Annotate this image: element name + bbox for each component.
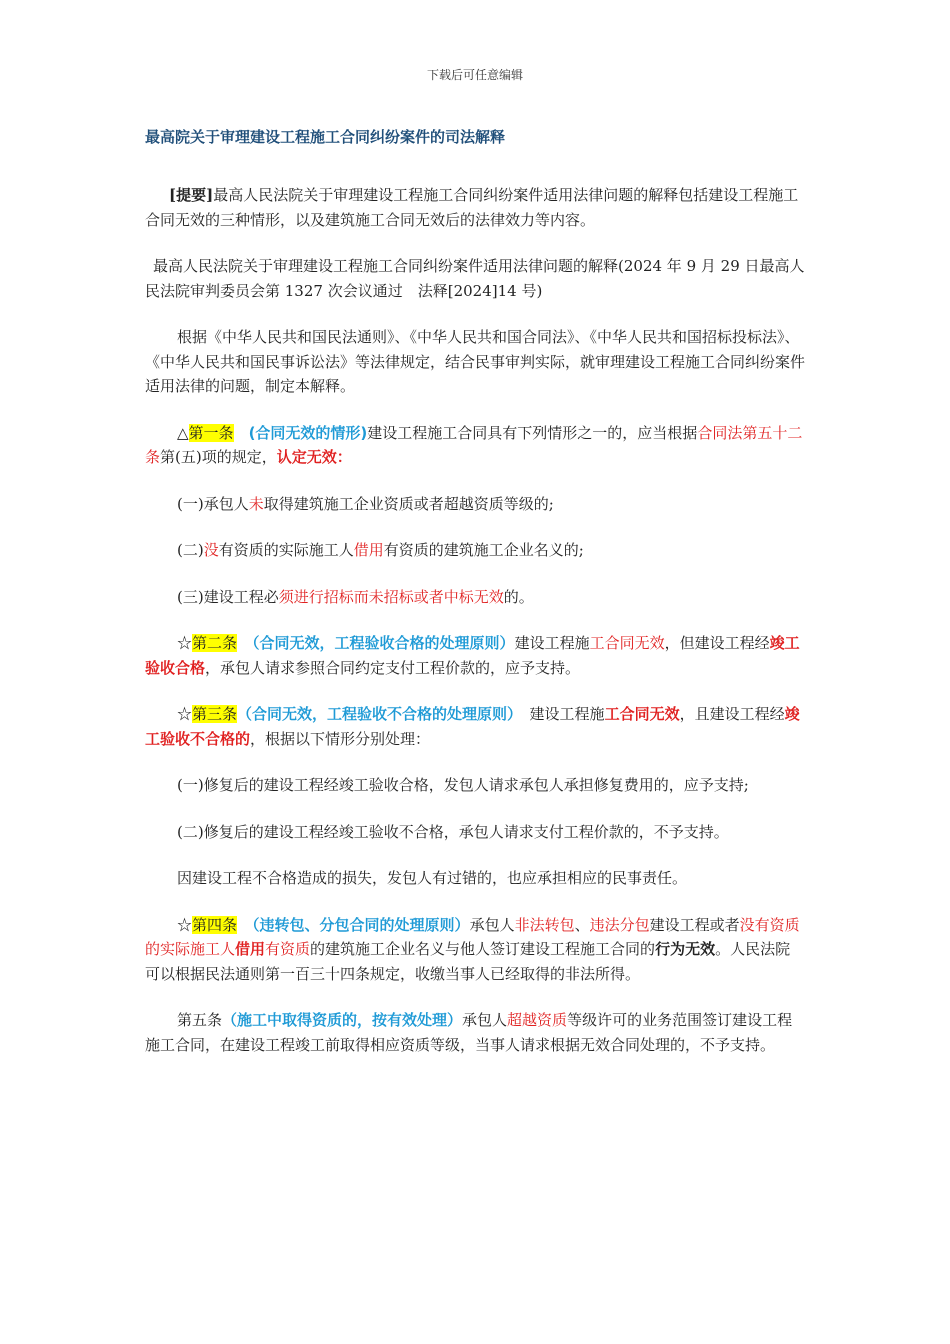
triangle-icon: △ bbox=[177, 423, 189, 442]
article-heading: （合同无效，工程验收不合格的处理原则） bbox=[237, 705, 515, 723]
article-4: ☆第四条 （违转包、分包合同的处理原则）承包人非法转包、违法分包建设工程或者没有资质的实际施工人借用有资质的建筑施工企业名义与他人签订建设工程施工合同的行为无效。人民法院可以根据民法通则第一百三十四条规定，收缴当事人已经取得的非法所得。 bbox=[145, 915, 800, 983]
article-number: 第四条 bbox=[192, 915, 238, 934]
article-1-item-1: (一)承包人未取得建筑施工企业资质或者超越资质等级的; bbox=[177, 494, 554, 513]
article-number: 第五条 bbox=[177, 1011, 223, 1029]
page-header: 下载后可任意编辑 bbox=[426, 68, 523, 82]
document-body bbox=[145, 118, 805, 1057]
article-1-item-3: (三)建设工程必须进行招标而未招标或者中标无效的。 bbox=[177, 587, 534, 606]
summary-paragraph: [提要]最高人民法院关于审理建设工程施工合同纠纷案件适用法律问题的解释包括建设工程施工合同无效的三种情形，以及建筑施工合同无效后的法律效力等内容。 bbox=[145, 186, 799, 229]
document-title: 最高院关于审理建设工程施工合同纠纷案件的司法解释 bbox=[145, 128, 506, 146]
star-icon: ☆ bbox=[177, 634, 193, 652]
article-number: 第二条 bbox=[192, 634, 238, 652]
article-heading: （施工中取得资质的，按有效处理） bbox=[222, 1011, 463, 1029]
issuance-paragraph: 最高人民法院关于审理建设工程施工合同纠纷案件适用法律问题的解释(2024 年 9 月 29 日最高人民法院审判委员会第 1327 次会议通过 法释[2024]14 号) bbox=[145, 257, 805, 300]
article-3: ☆第三条（合同无效，工程验收不合格的处理原则） 建设工程施工合同无效，且建设工程经竣工验收不合格的，根据以下情形分别处理： bbox=[145, 705, 800, 748]
star-icon: ☆ bbox=[177, 915, 193, 934]
article-3-paragraph: 因建设工程不合格造成的损失，发包人有过错的，也应承担相应的民事责任。 bbox=[177, 869, 688, 887]
preamble-paragraph: 根据《中华人民共和国民法通则》、《中华人民共和国合同法》、《中华人民共和国招标投标法》、《中华人民共和国民事诉讼法》等法律规定，结合民事审判实际，就审理建设工程施工合同纠纷案件适用法律的问题，制定本解释。 bbox=[145, 328, 806, 395]
article-1: △第一条 (合同无效的情形)建设工程施工合同具有下列情形之一的，应当根据合同法第五十二条第(五)项的规定，认定无效： bbox=[145, 423, 803, 466]
star-icon: ☆ bbox=[177, 705, 193, 723]
article-1-item-2: (二)没有资质的实际施工人借用有资质的建筑施工企业名义的; bbox=[177, 541, 584, 559]
article-3-item-1: (一)修复后的建设工程经竣工验收合格，发包人请求承包人承担修复费用的，应予支持; bbox=[177, 776, 749, 794]
article-5: 第五条（施工中取得资质的，按有效处理）承包人超越资质等级许可的业务范围签订建设工程施工合同，在建设工程竣工前取得相应资质等级，当事人请求根据无效合同处理的，不予支持。 bbox=[145, 1011, 793, 1054]
article-heading: （违转包、分包合同的处理原则） bbox=[252, 915, 470, 934]
article-2: ☆第二条 （合同无效，工程验收合格的处理原则）建设工程施工合同无效，但建设工程经竣工验收合格，承包人请求参照合同约定支付工程价款的，应予支持。 bbox=[145, 634, 800, 677]
article-heading: (合同无效的情形) bbox=[248, 423, 368, 442]
article-number: 第三条 bbox=[192, 705, 238, 723]
summary-tag: [提要] bbox=[169, 186, 214, 204]
article-heading: （合同无效，工程验收合格的处理原则） bbox=[252, 634, 515, 652]
article-number: 第一条 bbox=[188, 423, 234, 442]
article-3-item-2: (二)修复后的建设工程经竣工验收不合格，承包人请求支付工程价款的，不予支持。 bbox=[177, 822, 729, 841]
